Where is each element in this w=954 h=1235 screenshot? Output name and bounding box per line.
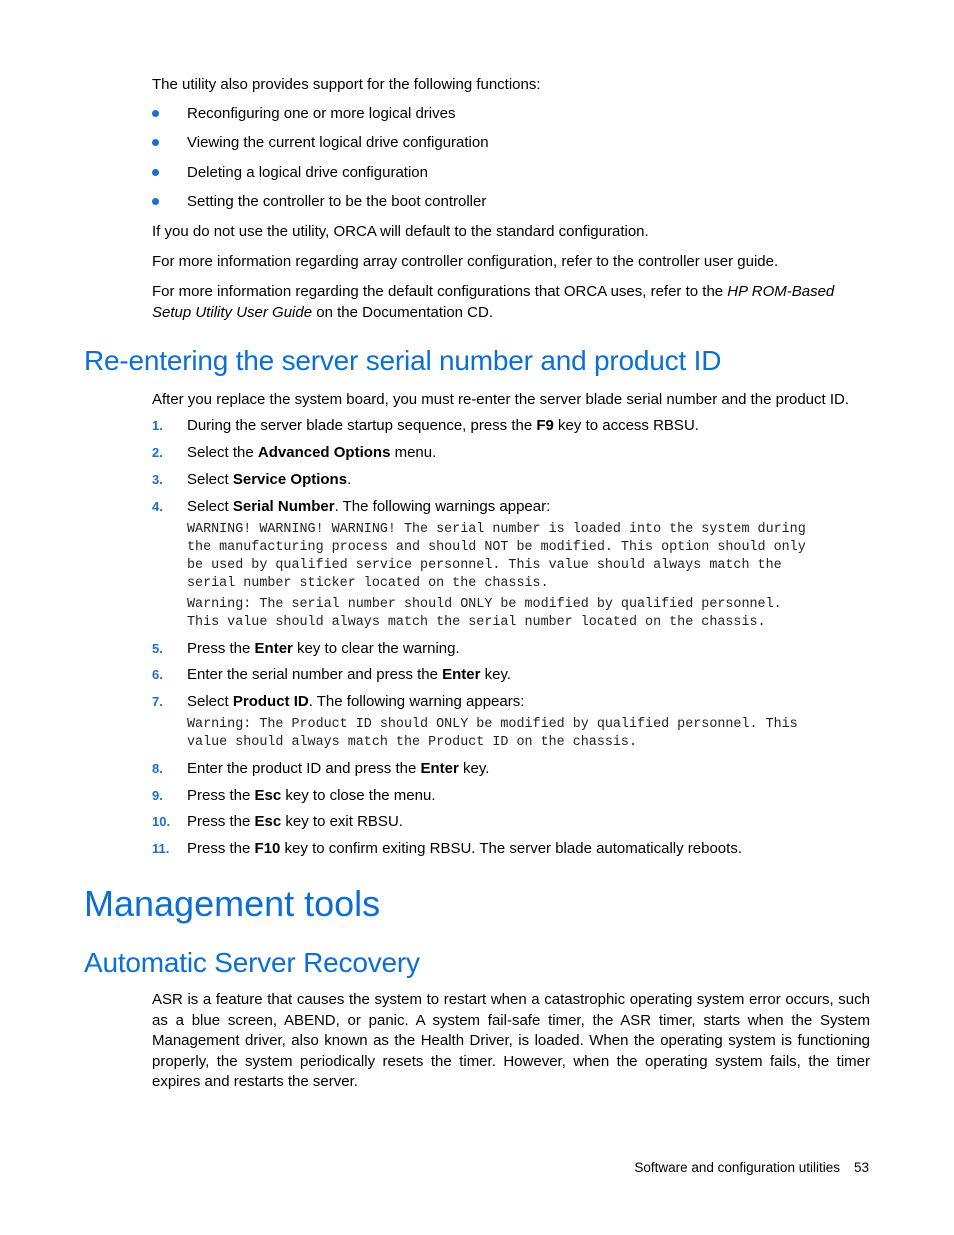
product-id-warning: Warning: The Product ID should ONLY be modified by qualified personnel. This value should always match the Product ID on the chassis.	[187, 717, 798, 750]
default-config-paragraph: If you do not use the utility, ORCA will default to the standard configuration.	[152, 223, 649, 240]
page-footer	[634, 1158, 869, 1178]
chapter-heading-management-tools: Management tools	[84, 883, 381, 924]
bullet-icon	[152, 169, 159, 176]
more-info-paragraph: For more information regarding array controller configuration, refer to the controller user guide.	[152, 253, 779, 270]
section-intro: After you replace the system board, you must re-enter the server blade serial number and the product ID.	[152, 391, 850, 408]
section-heading-reentering: Re-entering the server serial number and product ID	[84, 345, 722, 376]
bullet-icon	[152, 110, 159, 117]
asr-paragraph: ASR is a feature that causes the system to restart when a catastrophic operating system error occurs, such as a blue screen, ABEND, or panic. A system fail-safe timer, the ASR timer, starts when the System Management driver, also known as the Health Driver, is loaded. When the operating system is functioning properly, the system periodically resets the timer. However, when the operating system fails, the timer expires and restarts the server.	[152, 991, 870, 1090]
page-number: 53	[853, 1160, 869, 1175]
bullet-icon	[152, 198, 159, 205]
intro-paragraph: The utility also provides support for the following functions:	[152, 76, 541, 93]
section-heading-asr: Automatic Server Recovery	[84, 947, 420, 978]
serial-warning-block: WARNING! WARNING! WARNING! The serial number is loaded into the system during the manufacturing process and should NOT be modified. This option should only be used by qualified service personnel. This value should always match the serial number sticker located on the chassis.	[187, 522, 806, 591]
guide-title: HP ROM-Based Setup Utility User Guide	[152, 283, 835, 321]
serial-warning-short: Warning: The serial number should ONLY be modified by qualified personnel. This value should always match the serial number located on the chassis.	[187, 597, 782, 630]
bullet-icon	[152, 139, 159, 146]
document-page: The utility also provides support for the following functions: Reconfiguring one or more logical drives Viewing the current logical drive configuration Deleting a logical drive configuration Setting the controller to be the boot controller If you do not use the utility, ORCA will default to the standard configuration. For more information regarding array controller configuration, refer to the controller user guide. For more information regarding the default configurations that ORCA uses, refer to the HP ROM-Based Setup Utility User Guide on the Documentation CD. Re-entering the server serial number and product ID After you replace the system board, you must re-enter the server blade serial number and the product ID. 1. During the server blade startup sequence, press the F9 key to access RBSU. 2. Select the Advanced Options menu. 3. Select Service Options. 4. Select Serial Number. The following warnings appear: WARNING! WARNING! WARNING! The serial number is loaded into the system during the manufacturing process and should NOT be modified. This option should only be used by qualified service personnel. This value should always match the serial number sticker located on the chassis. Warning: The serial number should ONLY be modified by qualified personnel. This value should always match the serial number located on the chassis. 5. Press the Enter key to clear the warning. 6. Enter the serial number and press the Enter key. 7. Select Product ID. The following warning appears: Warning: The Product ID should ONLY be modified by qualified personnel. This value should always match the Product ID on the chassis. 8. Enter the product ID and press the Enter key. 9. Press the Esc key to close the menu. 10. Press the Esc key to exit RBSU. 11. Press the F10 key to confirm exiting RBSU. The server blade automatically reboots. Management tools Automatic Server Recovery ASR is a feature that causes the system to restart when a catastrophic operating system error occurs, such as a blue screen, ABEND, or panic. A system fail-safe timer, the ASR timer, starts when the System Management driver, also known as the Health Driver, is loaded. When the operating system is functioning properly, the system periodically resets the timer. However, when the operating system fails, the timer expires and restarts the server. Software and configuration utilities 53	[0, 0, 954, 1235]
footer-title: Software and configuration utilities	[634, 1160, 840, 1175]
more-info-default-paragraph: For more information regarding the default configurations that ORCA uses, refer to the HP ROM-Based Setup Utility User Guide on the Documentation CD.	[152, 283, 835, 321]
